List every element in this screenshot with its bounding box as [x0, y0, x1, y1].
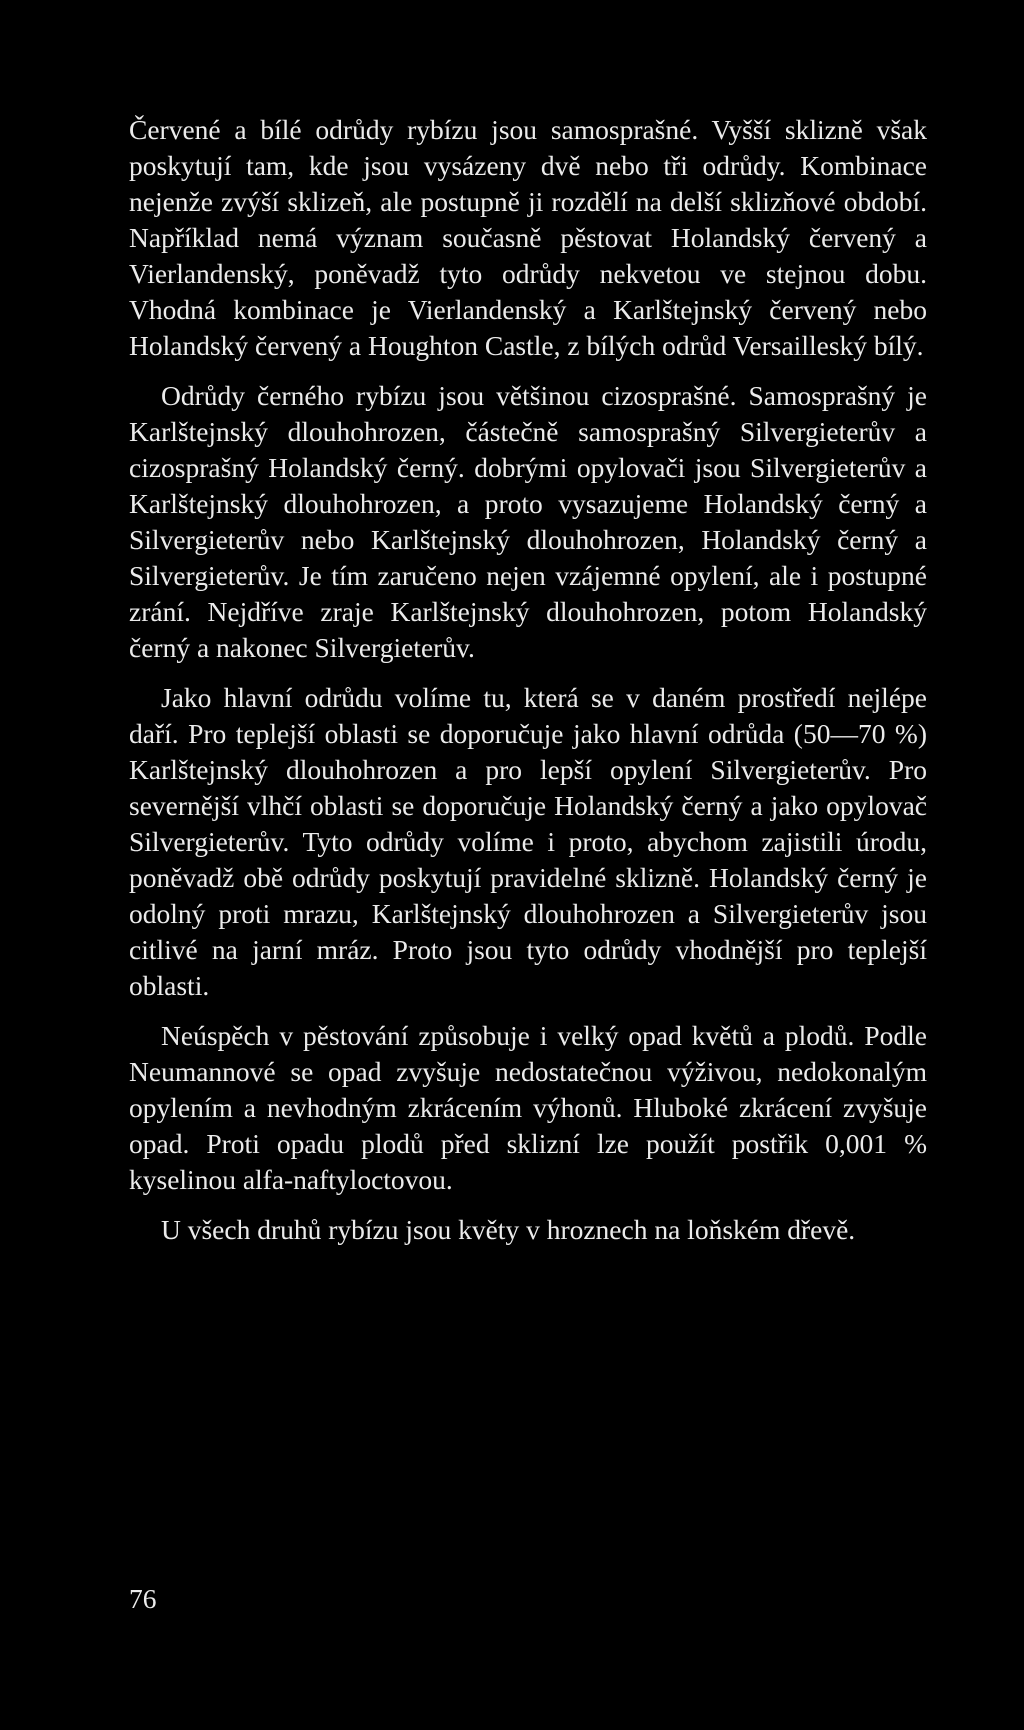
paragraph-flower-drop: Neúspěch v pěstování způsobuje i velký opad květů a plodů. Podle Neumannové se opad zvyšuje nedostatečnou výživou, nedokonalým opylením a nevhodným zkrácením výhonů. Hluboké zkrácení zvyšuje opad. Proti opadu plodů před sklizní lze použít postřik 0,001 % kyselinou alfa-naftyloctovou. [129, 1020, 927, 1195]
paragraph-black-currant: Odrůdy černého rybízu jsou většinou cizosprašné. Samosprašný je Karlštejnský dlouhohrozen, částečně samosprašný Silvergieterův a cizosprašný Holandský černý. dobrými opylovači jsou Silvergieterův a Karlštejnský dlouhohrozen, a proto vysazujeme Holandský černý a Silvergieterův nebo Karlštejnský dlouhohrozen, Holandský černý a Silvergieterův. Je tím zaručeno nejen vzájemné opylení, ale i postupné zrání. Nejdříve zraje Karlštejnský dlouhohrozen, potom Holandský černý a nakonec Silvergieterův. [129, 380, 927, 663]
paragraph-red-white-currant: Červené a bílé odrůdy rybízu jsou samosprašné. Vyšší sklizně však poskytují tam, kde jsou vysázeny dvě nebo tři odrůdy. Kombinace nejenže zvýší sklizeň, ale postupně ji rozdělí na delší sklizňové období. Například nemá význam současně pěstovat Holandský červený a Vierlandenský, poněvadž tyto odrůdy nekvetou ve stejnou dobu. Vhodná kombinace je Vierlandenský a Karlštejnský červený nebo Holandský červený a Houghton Castle, z bílých odrůd Versailleský bílý. [129, 114, 927, 361]
paragraph-main-variety: Jako hlavní odrůdu volíme tu, která se v daném prostředí nejlépe daří. Pro teplejší oblasti se doporučuje jako hlavní odrůda (50—70 %) Karlštejnský dlouhohrozen a pro lepší opylení Silvergieterův. Pro severnější vlhčí oblasti se doporučuje Holandský černý a jako opylovač Silvergieterův. Tyto odrůdy volíme i proto, abychom zajistili úrodu, poněvadž obě odrůdy poskytují pravidelné sklizně. Holandský černý je odolný proti mrazu, Karlštejnský dlouhohrozen a Silvergieterův jsou citlivé na jarní mráz. Proto jsou tyto odrůdy vhodnější pro teplejší oblasti. [129, 682, 927, 1001]
page-number: 76 [129, 1583, 157, 1614]
page-body [129, 112, 927, 1248]
paragraph-flower-clusters: U všech druhů rybízu jsou květy v hroznech na loňském dřevě. [161, 1214, 856, 1245]
